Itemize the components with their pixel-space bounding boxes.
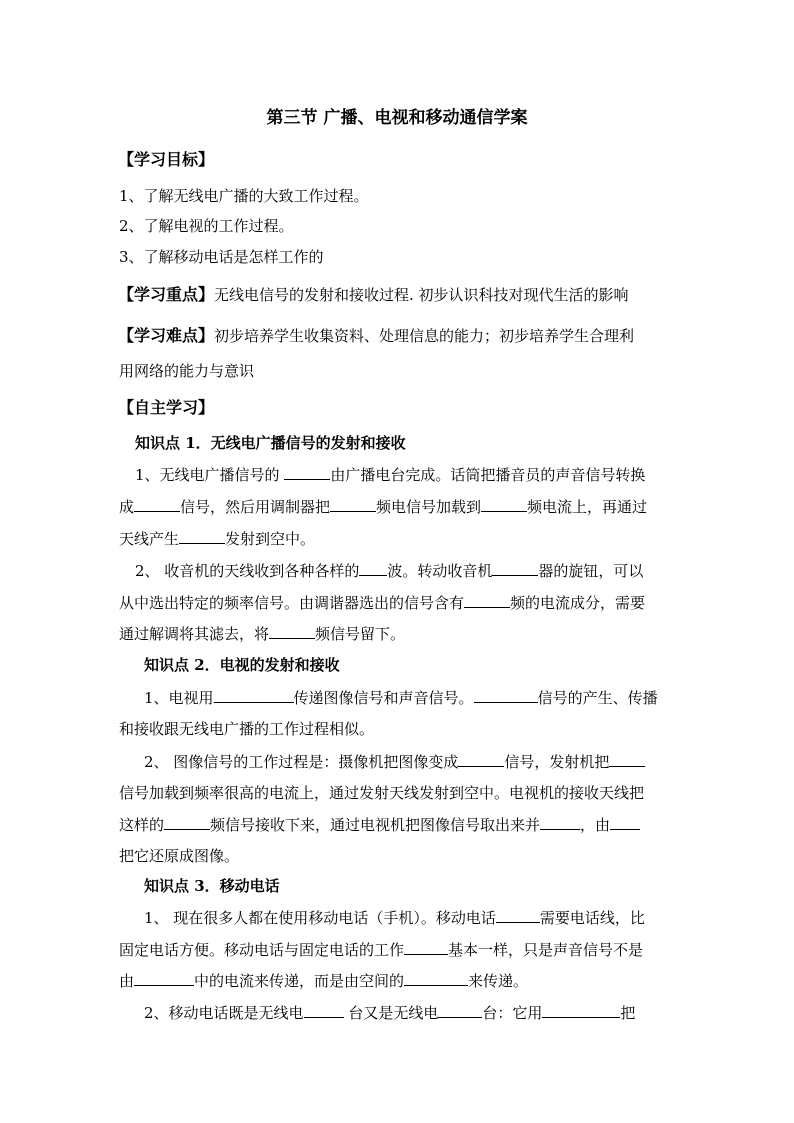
key-points-text: 无线电信号的发射和接收过程. 初步认识科技对现代生活的影响 <box>214 286 629 304</box>
objectives-heading: 【学习目标】 <box>118 150 215 169</box>
self-study-heading: 【自主学习】 <box>118 398 215 417</box>
text-segment: 由 <box>119 972 135 990</box>
text-segment: 器的旋钮，可以 <box>538 562 644 580</box>
blank-field[interactable] <box>404 940 448 955</box>
page-title: 第三节 广播、电视和移动通信学案 <box>266 108 528 128</box>
kp3-q1-line2 <box>119 940 643 960</box>
difficulties-line <box>118 326 634 346</box>
kp3-q2-line1 <box>144 1003 635 1023</box>
blank-field[interactable] <box>492 561 538 576</box>
blank-field[interactable] <box>330 497 376 512</box>
text-segment: 信号，发射机把 <box>504 753 610 771</box>
text-segment: 1、电视用 <box>144 689 214 707</box>
objective-item-2: 2、了解电视的工作过程。 <box>119 217 294 235</box>
kp1-q1-line2 <box>119 497 647 517</box>
kp3-title: 知识点 3．移动电话 <box>144 877 280 895</box>
text-segment: 频信号接收下来，通过电视机把图像信号取出来并 <box>210 816 541 834</box>
blank-field[interactable] <box>404 971 468 986</box>
text-segment: 通过解调将其滤去，将 <box>119 625 270 643</box>
blank-field[interactable] <box>304 1003 344 1018</box>
blank-field[interactable] <box>609 752 645 767</box>
text-segment: 这样的 <box>119 816 165 834</box>
kp2-q1-line2: 和接收跟无线电广播的工作过程相似。 <box>119 720 375 738</box>
objective-item-1: 1、了解无线电广播的大致工作过程。 <box>119 187 369 205</box>
objective-item-3: 3、了解移动电话是怎样工作的 <box>119 248 324 266</box>
kp1-title: 知识点 1．无线电广播信号的发射和接收 <box>135 434 406 452</box>
text-segment: 2、 收音机的天线收到各种各样的 <box>135 562 360 580</box>
text-segment: 信号，然后用调制器把 <box>180 498 331 516</box>
blank-field[interactable] <box>474 688 538 703</box>
blank-field[interactable] <box>179 529 225 544</box>
blank-field[interactable] <box>496 908 540 923</box>
text-segment: 波。转动收音机 <box>387 562 493 580</box>
kp1-q2-line2 <box>119 593 645 613</box>
blank-field[interactable] <box>359 561 387 576</box>
text-segment: 把 <box>620 1004 636 1022</box>
text-segment: 信号的产生、传播 <box>537 689 658 707</box>
text-segment: 发射到空中。 <box>225 530 316 548</box>
text-segment: 2、移动电话既是无线电 <box>144 1004 304 1022</box>
kp2-q1-line1 <box>144 688 658 708</box>
blank-field[interactable] <box>134 971 194 986</box>
text-segment: 来传递。 <box>468 972 529 990</box>
kp2-q2-line3 <box>119 815 640 835</box>
text-segment: 台又是无线电 <box>343 1004 439 1022</box>
text-segment: ，由 <box>580 816 611 834</box>
text-segment: 频电流上，再通过 <box>527 498 648 516</box>
blank-field[interactable] <box>269 624 315 639</box>
blank-field[interactable] <box>164 815 210 830</box>
blank-field[interactable] <box>464 593 510 608</box>
blank-field[interactable] <box>540 815 580 830</box>
text-segment: 1、 现在很多人都在使用移动电话（手机）。移动电话 <box>144 909 496 927</box>
difficulties-text-2: 用网络的能力与意识 <box>119 362 255 380</box>
kp2-q2-line4: 把它还原成图像。 <box>119 847 240 865</box>
text-segment: 基本一样，只是声音信号不是 <box>448 941 644 959</box>
text-segment: 频信号留下。 <box>315 625 406 643</box>
kp2-q2-line1 <box>144 752 645 772</box>
kp1-q1-line3 <box>119 529 315 549</box>
kp3-q1-line3 <box>119 971 528 991</box>
blank-field[interactable] <box>438 1003 482 1018</box>
key-points-heading: 【学习重点】 <box>118 285 215 304</box>
blank-field[interactable] <box>610 815 640 830</box>
text-segment: 需要电话线，比 <box>539 909 645 927</box>
kp1-q2-line1 <box>135 561 643 581</box>
blank-field[interactable] <box>542 1003 620 1018</box>
blank-field[interactable] <box>458 752 504 767</box>
text-segment: 固定电话方便。移动电话与固定电话的工作 <box>119 941 405 959</box>
kp2-q2-line2: 信号加载到频率很高的电流上，通过发射天线发射到空中。电视机的接收天线把 <box>119 784 645 802</box>
kp3-q1-line1 <box>144 908 645 928</box>
blank-field[interactable] <box>134 497 180 512</box>
difficulties-text-1: 初步培养学生收集资料、处理信息的能力；初步培养学生合理利 <box>214 327 635 345</box>
blank-field[interactable] <box>481 497 527 512</box>
kp2-title: 知识点 2．电视的发射和接收 <box>144 656 340 674</box>
text-segment: 频电信号加载到 <box>376 498 482 516</box>
text-segment: 台：它用 <box>482 1004 543 1022</box>
text-segment: 2、 图像信号的工作过程是：摄像机把图像变成 <box>144 753 459 771</box>
text-segment: 1、无线电广播信号的 <box>135 466 285 484</box>
text-segment: 频的电流成分，需要 <box>510 594 646 612</box>
blank-field[interactable] <box>214 688 294 703</box>
kp1-q1-line1 <box>135 465 645 485</box>
text-segment: 中的电流来传递，而是由空间的 <box>194 972 405 990</box>
key-points-line <box>118 285 629 305</box>
blank-field[interactable] <box>284 465 330 480</box>
text-segment: 成 <box>119 498 135 516</box>
text-segment: 由广播电台完成。话筒把播音员的声音信号转换 <box>330 466 646 484</box>
text-segment: 从中选出特定的频率信号。由调谐器选出的信号含有 <box>119 594 465 612</box>
text-segment: 传递图像信号和声音信号。 <box>293 689 474 707</box>
difficulties-heading: 【学习难点】 <box>118 326 215 345</box>
text-segment: 天线产生 <box>119 530 180 548</box>
kp1-q2-line3 <box>119 624 405 644</box>
